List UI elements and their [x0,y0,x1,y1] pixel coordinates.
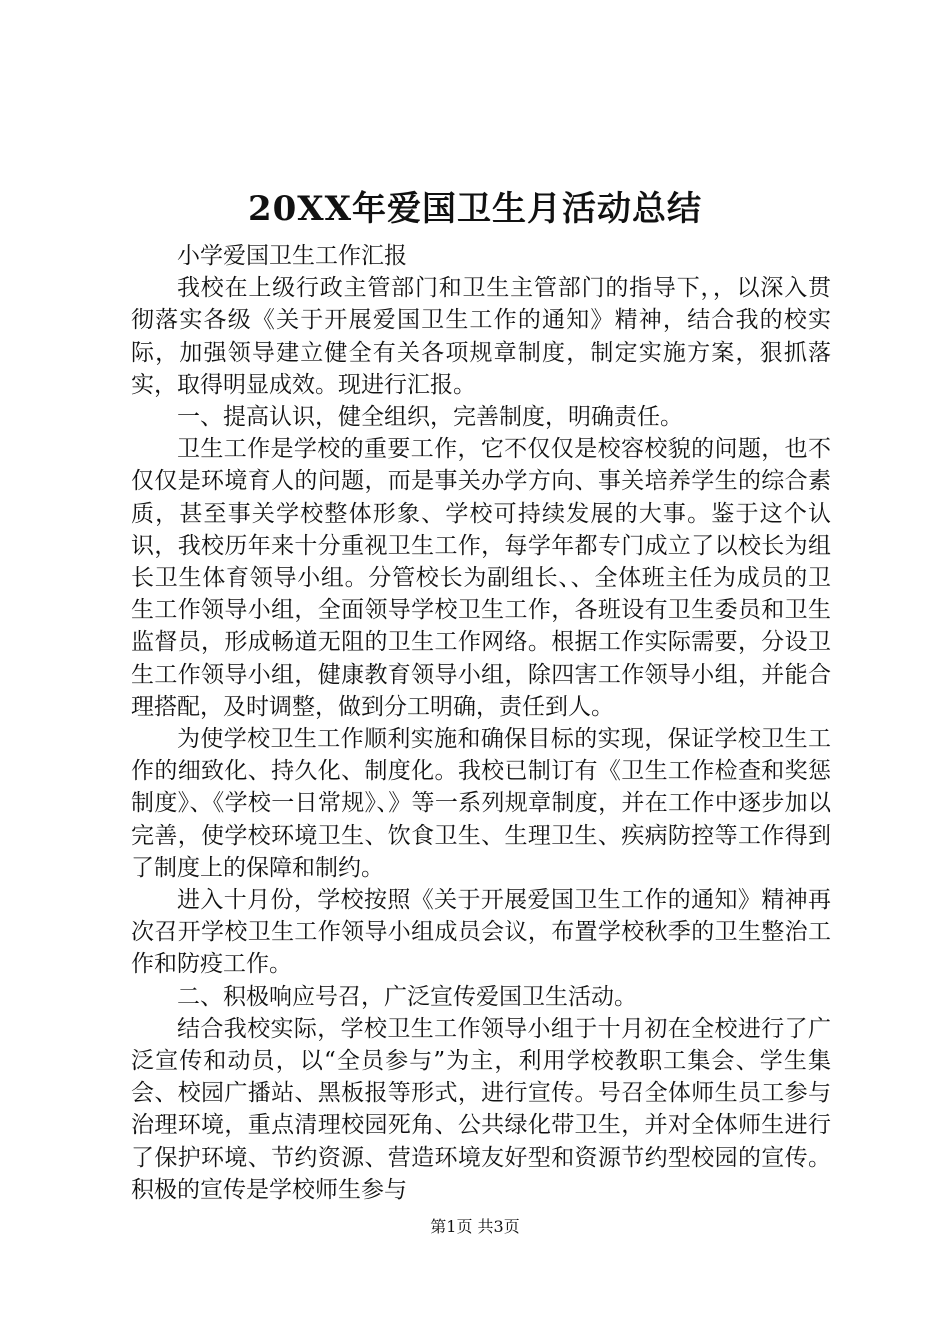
paragraph-subtitle: 小学爱国卫生工作汇报 [177,243,407,269]
section-heading-1: 一、提高认识，健全组织，完善制度，明确责任。 [177,404,683,431]
document-title: 20XX年爱国卫生月活动总结 [247,189,703,229]
section-heading-2: 二、积极响应号召，广泛宣传爱国卫生活动。 [177,983,637,1010]
paragraph-organization: 卫生工作是学校的重要工作，它不仅仅是校容校貌的问题，也不仅仅是环境育人的问题，而是事关办学方向、事关培养学生的综合素质，甚至事关学校整体形象、学校可持续发展的大事。鉴于这个认识，我校历年来十分重视卫生工作，每学年都专门成立了以校长为组长卫生体育领导小组。分管校长为副组长、、全体班主任为成员的卫生工作领导小组，全面领导学校卫生工作，各班设有卫生委员和卫生监督员，形成畅道无阻的卫生工作网络。根据工作实际需要，分设卫生工作领导小组，健康教育领导小组，除四害工作领导小组，并能合理搭配，及时调整，做到分工明确，责任到人。 [131,436,831,720]
paragraph-publicity: 结合我校实际，学校卫生工作领导小组于十月初在全校进行了广泛宣传和动员，以“全员参与”为主，利用学校教职工集会、学生集会、校园广播站、黑板报等形式，进行宣传。号召全体师生员工参与治理环境，重点清理校园死角、公共绿化带卫生，并对全体师生进行了保护环境、节约资源、营造环境友好型和资源节约型校园的宣传。积极的宣传是学校师生参与 [131,1015,831,1203]
page-number: 第1页 共3页 [430,1217,520,1236]
paragraph-october: 进入十月份，学校按照《关于开展爱国卫生工作的通知》精神再次召开学校卫生工作领导小组成员会议，布置学校秋季的卫生整治工作和防疫工作。 [131,887,831,978]
paragraph-regulations: 为使学校卫生工作顺利实施和确保目标的实现，保证学校卫生工作的细致化、持久化、制度化。我校已制订有《卫生工作检查和奖惩制度》、《学校一日常规》、》等一系列规章制度，并在工作中逐步加以完善，使学校环境卫生、饮食卫生、生理卫生、疾病防控等工作得到了制度上的保障和制约。 [131,726,831,881]
document-body [131,240,831,1206]
paragraph-intro: 我校在上级行政主管部门和卫生主管部门的指导下，，以深入贯彻落实各级《关于开展爱国卫生工作的通知》精神，结合我的校实际，加强领导建立健全有关各项规章制度，制定实施方案，狠抓落实，取得明显成效。现进行汇报。 [131,275,831,398]
